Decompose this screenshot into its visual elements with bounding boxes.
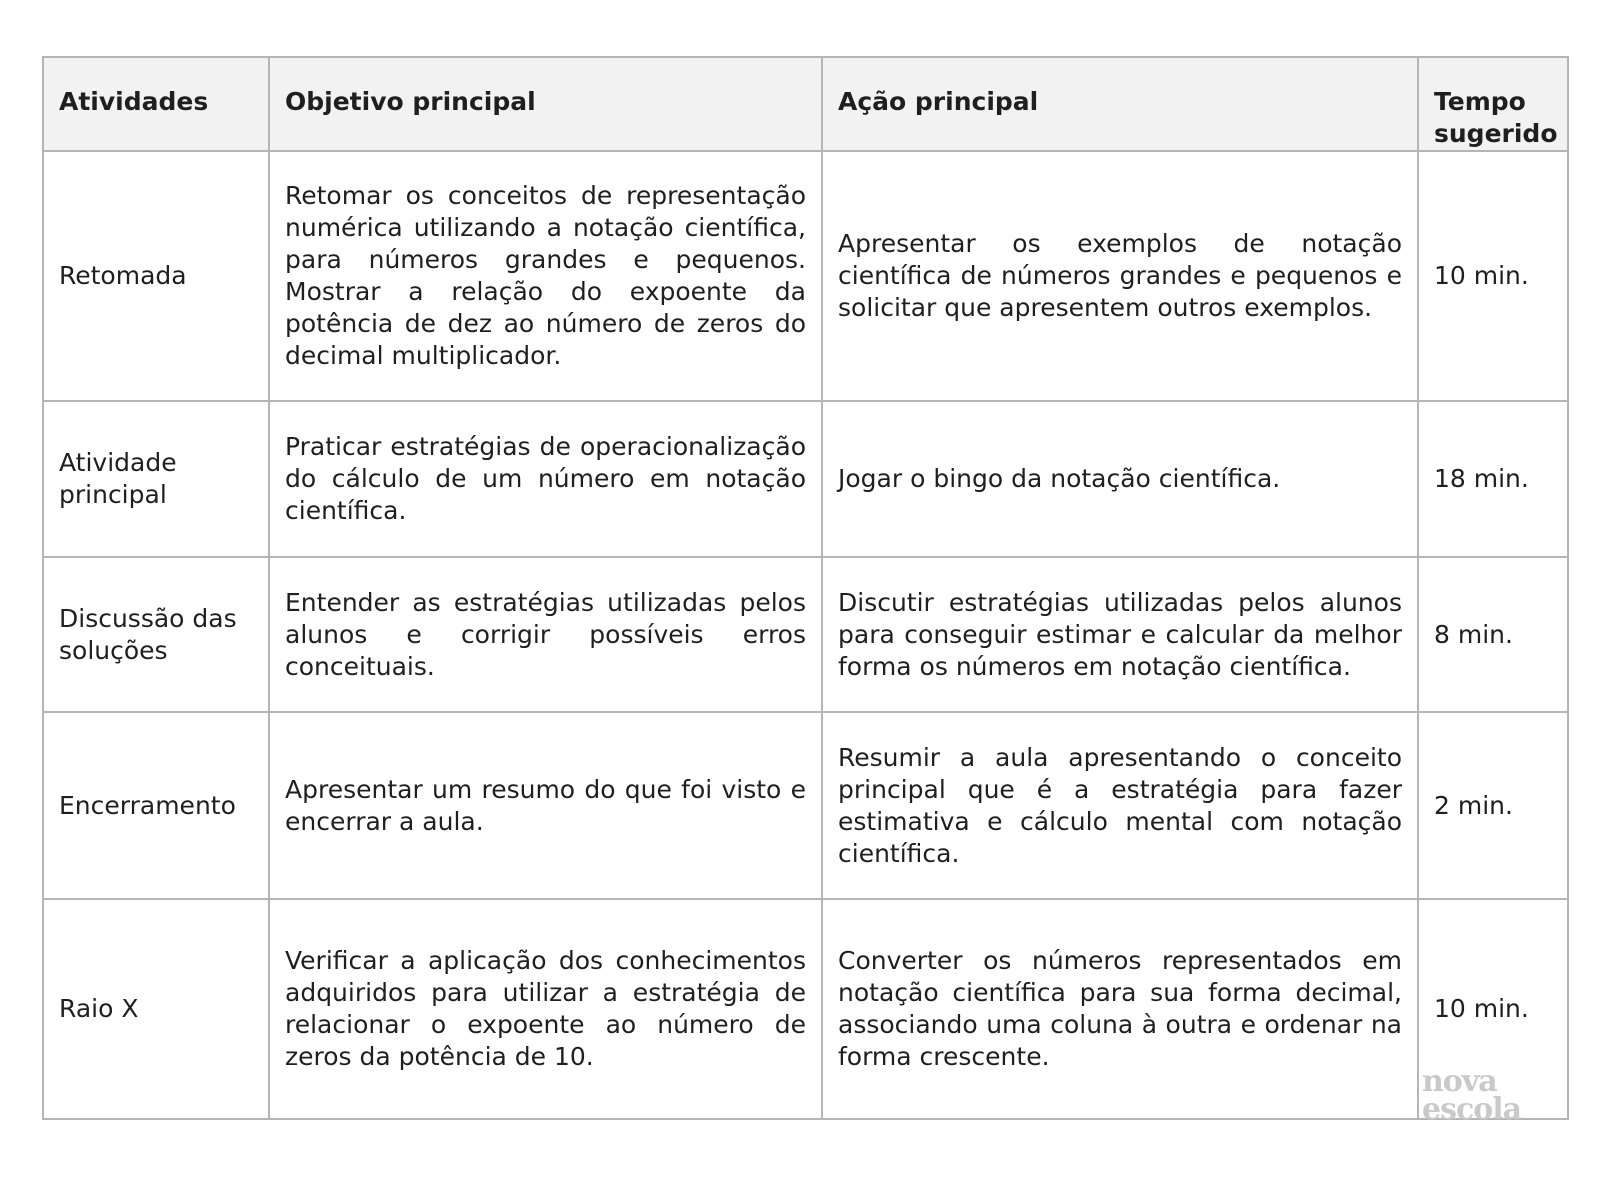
nova-escola-watermark-logo [1422, 1064, 1540, 1127]
cell-acao: Discutir estratégias utilizadas pelos alunos para conseguir estimar e calcular da melhor forma os números em notação científica. [822, 557, 1418, 712]
cell-objetivo: Entender as estratégias utilizadas pelos alunos e corrigir possíveis erros conceituais. [269, 557, 822, 712]
cell-atividade: Retomada [43, 151, 269, 401]
header-tempo: Tempo sugerido [1418, 57, 1568, 151]
table-row [43, 401, 1568, 557]
cell-atividade: Discussão das soluções [43, 557, 269, 712]
watermark-line-1: nova [1422, 1064, 1497, 1099]
table-header-row [43, 57, 1568, 151]
table-row [43, 151, 1568, 401]
header-objetivo: Objetivo principal [269, 57, 822, 151]
table-row [43, 557, 1568, 712]
cell-acao: Converter os números representados em notação científica para sua forma decimal, associando uma coluna à outra e ordenar na forma crescente. [822, 899, 1418, 1119]
header-atividades: Atividades [43, 57, 269, 151]
lesson-plan-table [42, 56, 1569, 1120]
cell-acao: Apresentar os exemplos de notação científica de números grandes e pequenos e solicitar que apresentem outros exemplos. [822, 151, 1418, 401]
table-row [43, 712, 1568, 899]
cell-tempo: 18 min. [1418, 401, 1568, 557]
cell-objetivo: Praticar estratégias de operacionalização do cálculo de um número em notação científica. [269, 401, 822, 557]
cell-tempo: 10 min. [1418, 899, 1568, 1119]
cell-acao: Resumir a aula apresentando o conceito principal que é a estratégia para fazer estimativa e cálculo mental com notação científica. [822, 712, 1418, 899]
cell-tempo: 2 min. [1418, 712, 1568, 899]
cell-tempo: 8 min. [1418, 557, 1568, 712]
cell-objetivo: Retomar os conceitos de representação numérica utilizando a notação científica, para números grandes e pequenos. Mostrar a relação do expoente da potência de dez ao número de zeros do decimal multiplicador. [269, 151, 822, 401]
cell-atividade: Atividade principal [43, 401, 269, 557]
table-row [43, 899, 1568, 1119]
watermark-line-2: escola [1422, 1092, 1522, 1127]
cell-objetivo: Apresentar um resumo do que foi visto e encerrar a aula. [269, 712, 822, 899]
cell-objetivo: Verificar a aplicação dos conhecimentos adquiridos para utilizar a estratégia de relacionar o expoente ao número de zeros da potência de 10. [269, 899, 822, 1119]
cell-atividade: Encerramento [43, 712, 269, 899]
cell-atividade: Raio X [43, 899, 269, 1119]
cell-acao: Jogar o bingo da notação científica. [822, 401, 1418, 557]
cell-tempo: 10 min. [1418, 151, 1568, 401]
header-acao: Ação principal [822, 57, 1418, 151]
